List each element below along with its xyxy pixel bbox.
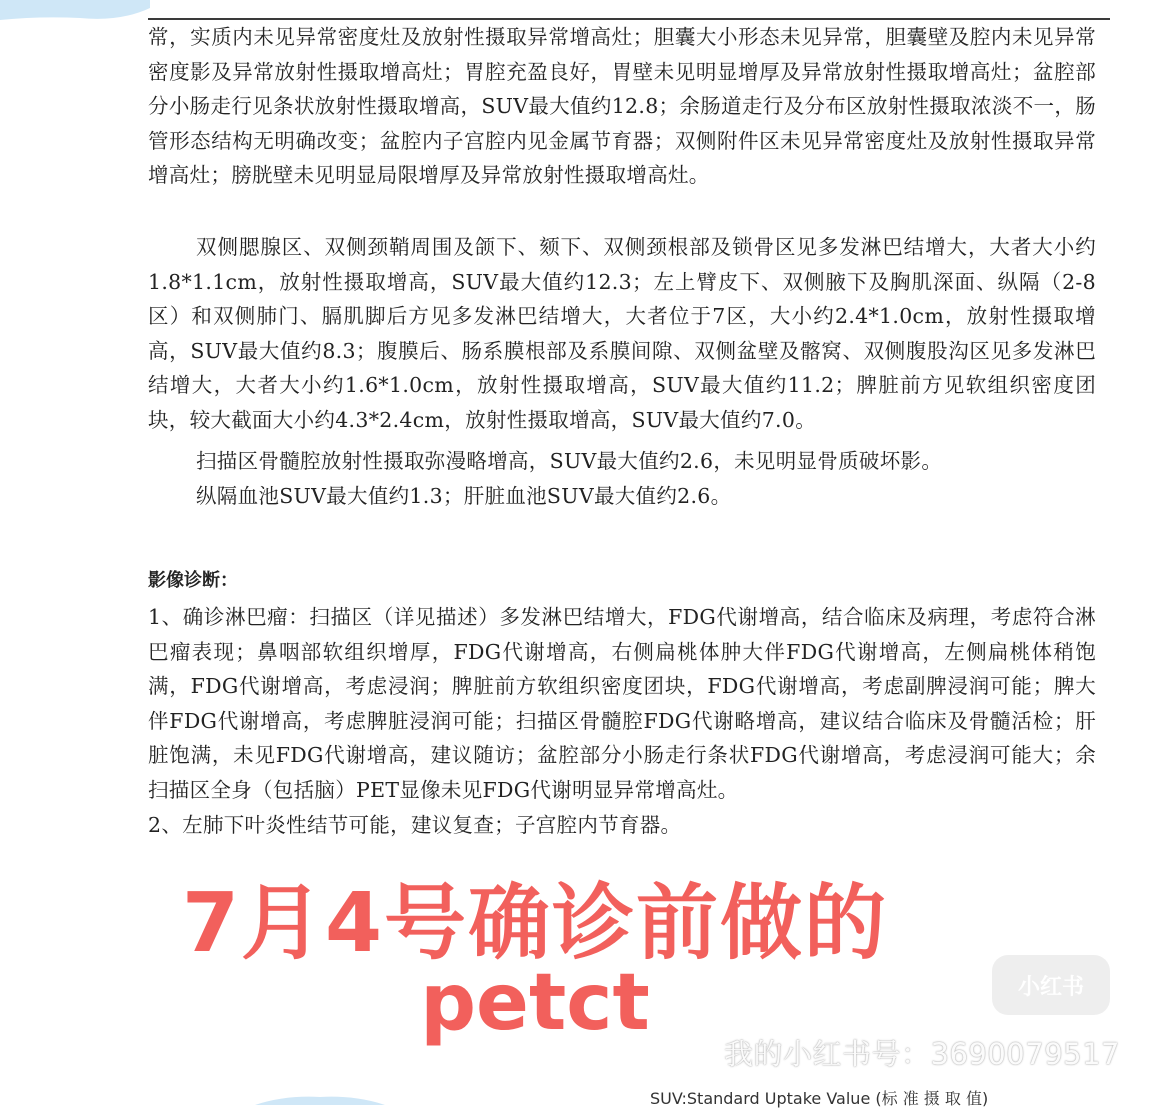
findings-text: 常，实质内未见异常密度灶及放射性摄取异常增高灶；胆囊大小形态未见异常，胆囊壁及腔内未见异常密度影及异常放射性摄取增高灶；胃腔充盈良好，胃壁未见明显增厚及异常放射性摄取增高灶；盆腔部分小肠走行见条状放射性摄取增高，SUV最大值约12.8；余肠道走行及分布区放射性摄取浓淡不一，肠管形态结构无明确改变；盆腔内子宫腔内见金属节育器；双侧附件区未见异常密度灶及放射性摄取异常增高灶；膀胱壁未见明显局限增厚及异常放射性摄取增高灶。 — [148, 25, 1096, 187]
findings-text: 纵隔血池SUV最大值约1.3；肝脏血池SUV最大值约2.6。 — [196, 484, 732, 508]
suv-footnote: SUV:Standard Uptake Value (标 准 摄 取 值) — [650, 1089, 989, 1108]
annotation-line-1: 7月4号确诊前做的 — [181, 876, 889, 971]
findings-text: 双侧腮腺区、双侧颈鞘周围及颌下、颏下、双侧颈根部及锁骨区见多发淋巴结增大，大者大小约1.8*1.1cm，放射性摄取增高，SUV最大值约12.3；左上臂皮下、双侧腋下及胸肌深面、纵隔（2-8区）和双侧肺门、膈肌脚后方见多发淋巴结增大，大者位于7区，大小约2.4*1.0cm，放射性摄取增高，SUV最大值约8.3；腹膜后、肠系膜根部及系膜间隙、双侧盆壁及髂窝、双侧腹股沟区见多发淋巴结增大，大者大小约1.6*1.0cm，放射性摄取增高，SUV最大值约11.2；脾脏前方见软组织密度团块，较大截面大小约4.3*2.4cm，放射性摄取增高，SUV最大值约7.0。 — [148, 235, 1096, 432]
diagnosis-list — [148, 600, 1096, 842]
diagnosis-item: 1、确诊淋巴瘤：扫描区（详见描述）多发淋巴结增大，FDG代谢增高，结合临床及病理，考虑符合淋巴瘤表现；鼻咽部软组织增厚，FDG代谢增高，右侧扁桃体肿大伴FDG代谢增高，左侧扁桃体稍饱满，FDG代谢增高，考虑浸润；脾脏前方软组织密度团块，FDG代谢增高，考虑副脾浸润可能；脾大伴FDG代谢增高，考虑脾脏浸润可能；扫描区骨髓腔FDG代谢略增高，建议结合临床及骨髓活检；肝脏饱满，未见FDG代谢增高，建议随访；盆腔部分小肠走行条状FDG代谢增高，考虑浸润可能大；余扫描区全身（包括脑）PET显像未见FDG代谢明显异常增高灶。 — [148, 605, 1096, 802]
annotation-line-2: petct — [420, 958, 650, 1048]
findings-paragraph-2 — [148, 230, 1096, 437]
diagnosis-item: 2、左肺下叶炎性结节可能，建议复查；子宫腔内节育器。 — [148, 812, 682, 837]
findings-paragraph-1 — [148, 20, 1096, 193]
diagnosis-title: 影像诊断： — [148, 570, 238, 591]
xiaohongshu-account-watermark: 我的小红书号：3690079517 — [724, 1037, 1121, 1071]
xiaohongshu-watermark-badge: 小红书 — [992, 955, 1110, 1015]
findings-paragraph-4 — [148, 479, 1096, 514]
header-decoration — [0, 0, 150, 22]
footer-decoration — [255, 1095, 385, 1105]
findings-text: 扫描区骨髓腔放射性摄取弥漫略增高，SUV最大值约2.6，未见明显骨质破坏影。 — [196, 449, 943, 473]
findings-paragraph-3 — [148, 444, 1096, 479]
